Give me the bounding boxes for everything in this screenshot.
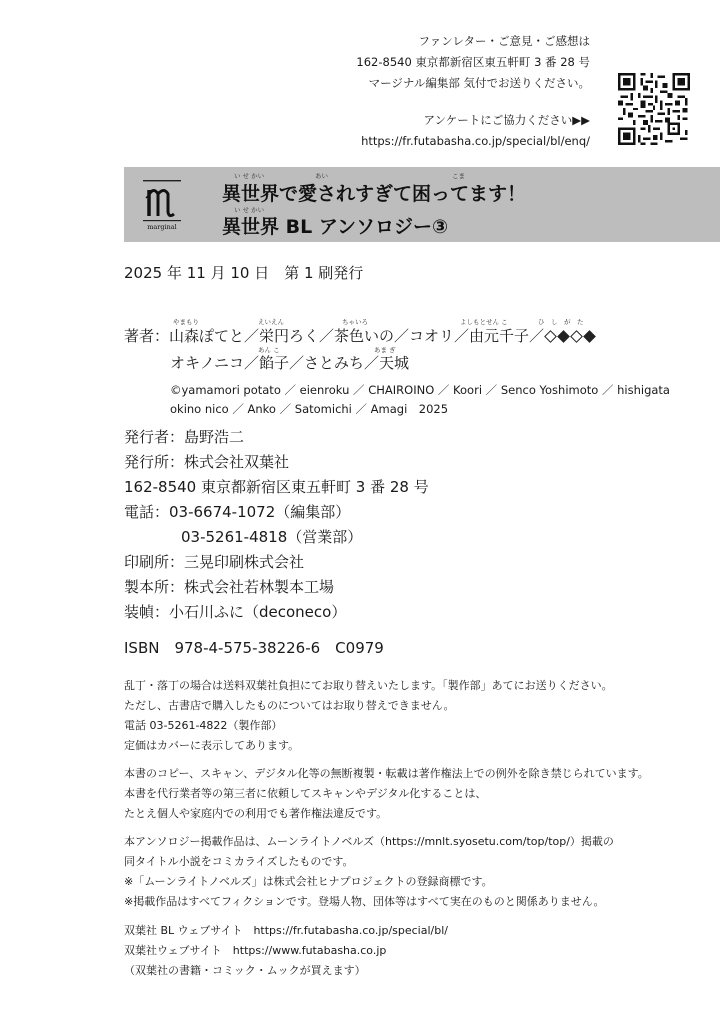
phone-sales: 03-5261-4818（営業部）	[181, 528, 363, 546]
authors-label: 著者：	[124, 327, 170, 345]
publication-date: 2025 年 11 月 10 日 第 1 刷発行	[124, 264, 364, 282]
ruby-isekai-2: い せ かい	[234, 206, 265, 214]
printer: 印刷所：三晃印刷株式会社	[124, 553, 305, 571]
ruby-anko: あん こ	[258, 346, 280, 354]
binder: 製本所：株式会社若林製本工場	[124, 578, 335, 596]
authors-line-1	[124, 326, 596, 346]
copyright-block	[170, 381, 670, 419]
copyright-line: ©yamamori potato ／ eienroku ／ CHAIROINO ／ Koori ／ Senco Yoshimoto ／ hishigata	[170, 383, 670, 397]
qr-code-icon[interactable]	[618, 73, 690, 145]
note-line: 定価はカバーに表示してあります。	[124, 739, 300, 752]
note-line: ただし、古書店で購入したものについてはお取り替えできません。	[124, 699, 455, 712]
fanletter-line: ファンレター・ご意見・ご感想は	[418, 34, 590, 48]
note-line: 同タイトル小説をコミカライズしたものです。	[124, 855, 354, 868]
isbn: ISBN 978-4-575-38226-6 C0979	[124, 639, 384, 657]
ruby-amagi: あま ぎ	[374, 346, 396, 354]
notes-copyright-law	[124, 764, 649, 824]
survey-block	[361, 110, 590, 152]
ruby-isekai: い せ かい	[234, 172, 265, 180]
survey-url[interactable]: https://fr.futabasha.co.jp/special/bl/enq/	[361, 134, 590, 148]
authors-line-2: オキノニコ／餡子／さとみち／天城	[170, 354, 409, 372]
phone-editorial: 電話：03-6674-1072（編集部）	[124, 503, 351, 521]
note-line: 本書を代行業者等の第三者に依頼してスキャンやデジタル化することは、	[124, 787, 487, 800]
authors-names: 山森ぽてと／栄円ろく／茶色いの／コオリ／由元千子／	[169, 327, 545, 345]
notes-websites	[124, 921, 448, 981]
note-line: 電話 03-5261-4822（製作部）	[124, 719, 283, 732]
note-line: （双葉社の書籍・コミック・ムックが買えます）	[124, 964, 366, 977]
fanletter-line: マージナル編集部 気付でお送りください。	[368, 76, 590, 90]
publishing-office: 発行所：株式会社双葉社	[124, 453, 290, 471]
title-line-1: 異世界で愛されすぎて困ってます！	[222, 183, 527, 205]
notes-source	[124, 832, 614, 912]
note-line: ※「ムーンライトノベルズ」は株式会社ヒナプロジェクトの登録商標です。	[124, 875, 493, 888]
ruby-chairo: ちゃいろ	[342, 318, 368, 326]
website-futabasha-link[interactable]: 双葉社ウェブサイト https://www.futabasha.co.jp	[124, 944, 387, 957]
note-line: 乱丁・落丁の場合は送料双葉社負担にてお取り替えいたします。「製作部」あてにお送りください。	[124, 679, 613, 692]
ruby-koma: こま	[452, 172, 465, 180]
fanletter-block	[356, 31, 590, 94]
website-bl-link[interactable]: 双葉社 BL ウェブサイト https://fr.futabasha.co.jp/special/bl/	[124, 924, 448, 937]
ruby-eien: えいえん	[258, 318, 284, 326]
copyright-line: okino nico ／ Anko ／ Satomichi ／ Amagi 2025	[170, 402, 449, 416]
logo-text: marginal	[147, 223, 177, 231]
fanletter-address: 162-8540 東京都新宿区東五軒町 3 番 28 号	[356, 55, 590, 69]
publisher: 発行者：島野浩二	[124, 428, 245, 446]
marginal-logo	[140, 178, 184, 232]
note-line: 本アンソロジー掲載作品は、ムーンライトノベルズ（https://mnlt.syosetu.com/top/top/）掲載の	[124, 835, 614, 848]
hishigata-symbol	[544, 327, 596, 345]
note-line: ※掲載作品はすべてフィクションです。登場人物、団体等はすべて実在のものと関係ありません。	[124, 895, 605, 908]
survey-label: アンケートにご協力ください▶▶	[423, 113, 590, 127]
office-address: 162-8540 東京都新宿区東五軒町 3 番 28 号	[124, 478, 429, 496]
title-line-2: 異世界 BL アンソロジー③	[222, 216, 449, 238]
ruby-ai: あい	[315, 172, 328, 180]
ruby-hishigata: ひ し が た	[538, 318, 584, 326]
note-line: 本書のコピー、スキャン、デジタル化等の無断複製・転載は著作権法上での例外を除き禁じられています。	[124, 767, 649, 780]
note-line: たとえ個人や家庭内での利用でも著作権法違反です。	[124, 807, 388, 820]
ruby-yamamori: やまもり	[173, 318, 199, 326]
ruby-yoshimoto: よしもとせん こ	[460, 318, 508, 326]
notes-replacement	[124, 676, 613, 756]
cover-design: 装幀：小石川ふに（deconeco）	[124, 603, 347, 621]
